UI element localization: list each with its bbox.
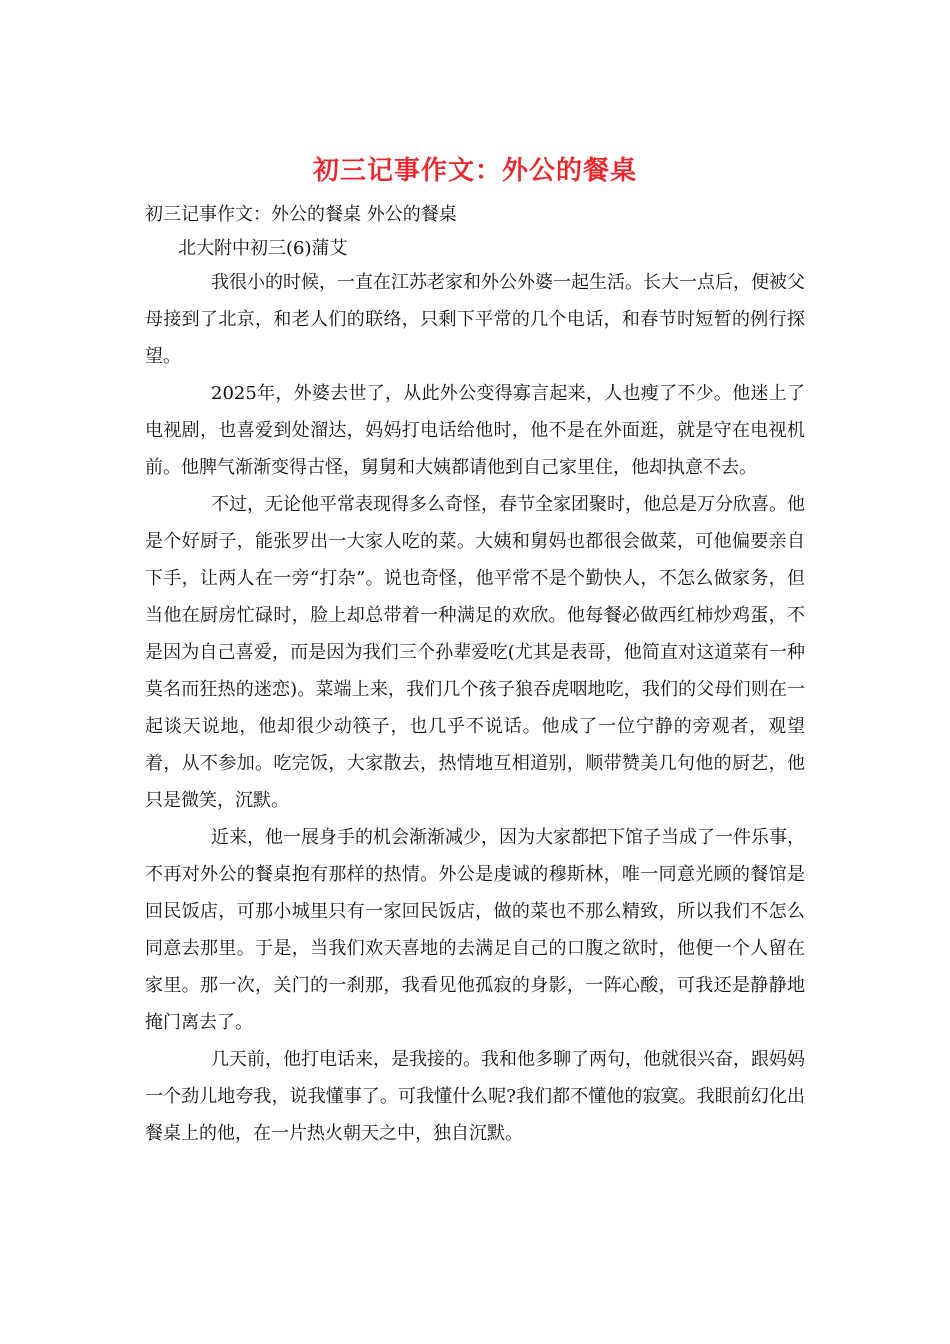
document-subtitle: 初三记事作文：外公的餐桌 外公的餐桌 (145, 204, 457, 225)
paragraph: 近来，他一展身手的机会渐渐减少，因为大家都把下馆子当成了一件乐事，不再对外公的餐桌抱有那样的热情。外公是虔诚的穆斯林，唯一同意光顾的餐馆是回民饭店，可那小城里只有一家回民饭店，做的菜也不那么精致，所以我们不怎么同意去那里。于是，当我们欢天喜地的去满足自己的口腹之欲时，他便一个人留在家里。那一次，关门的一刹那，我看见他孤寂的身影，一阵心酸，可我还是静静地掩门离去了。 (145, 827, 805, 1033)
paragraph: 几天前，他打电话来，是我接的。我和他多聊了两句，他就很兴奋，跟妈妈一个劲儿地夸我，说我懂事了。可我懂什么呢?我们都不懂他的寂寞。我眼前幻化出餐桌上的他，在一片热火朝天之中，独自沉默。 (145, 1049, 805, 1144)
document-title: 初三记事作文：外公的餐桌 (312, 156, 637, 186)
author-line: 北大附中初三(6)蒲艾 (178, 238, 348, 259)
paragraph: 我很小的时候，一直在江苏老家和外公外婆一起生活。长大一点后，便被父母接到了北京，和老人们的联络，只剩下平常的几个电话，和春节时短暂的例行探望。 (145, 272, 805, 367)
essay-body (145, 264, 805, 1152)
paragraph: 2025年，外婆去世了，从此外公变得寡言起来，人也瘦了不少。他迷上了电视剧，也喜爱到处溜达，妈妈打电话给他时，他不是在外面逛，就是守在电视机前。他脾气渐渐变得古怪，舅舅和大姨都请他到自己家里住，他却执意不去。 (145, 383, 805, 478)
paragraph: 不过，无论他平常表现得多么奇怪，春节全家团聚时，他总是万分欣喜。他是个好厨子，能张罗出一大家人吃的菜。大姨和舅妈也都很会做菜，可他偏要亲自下手，让两人在一旁“打杂”。说也奇怪，他平常不是个勤快人，不怎么做家务，但当他在厨房忙碌时，脸上却总带着一种满足的欢欣。他每餐必做西红柿炒鸡蛋，不是因为自己喜爱，而是因为我们三个孙辈爱吃(尤其是表哥，他简直对这道菜有一种莫名而狂热的迷恋)。菜端上来，我们几个孩子狼吞虎咽地吃，我们的父母们则在一起谈天说地，他却很少动筷子，也几乎不说话。他成了一位宁静的旁观者，观望着，从不参加。吃完饭，大家散去，热情地互相道别，顺带赞美几句他的厨艺，他只是微笑，沉默。 (145, 494, 805, 811)
